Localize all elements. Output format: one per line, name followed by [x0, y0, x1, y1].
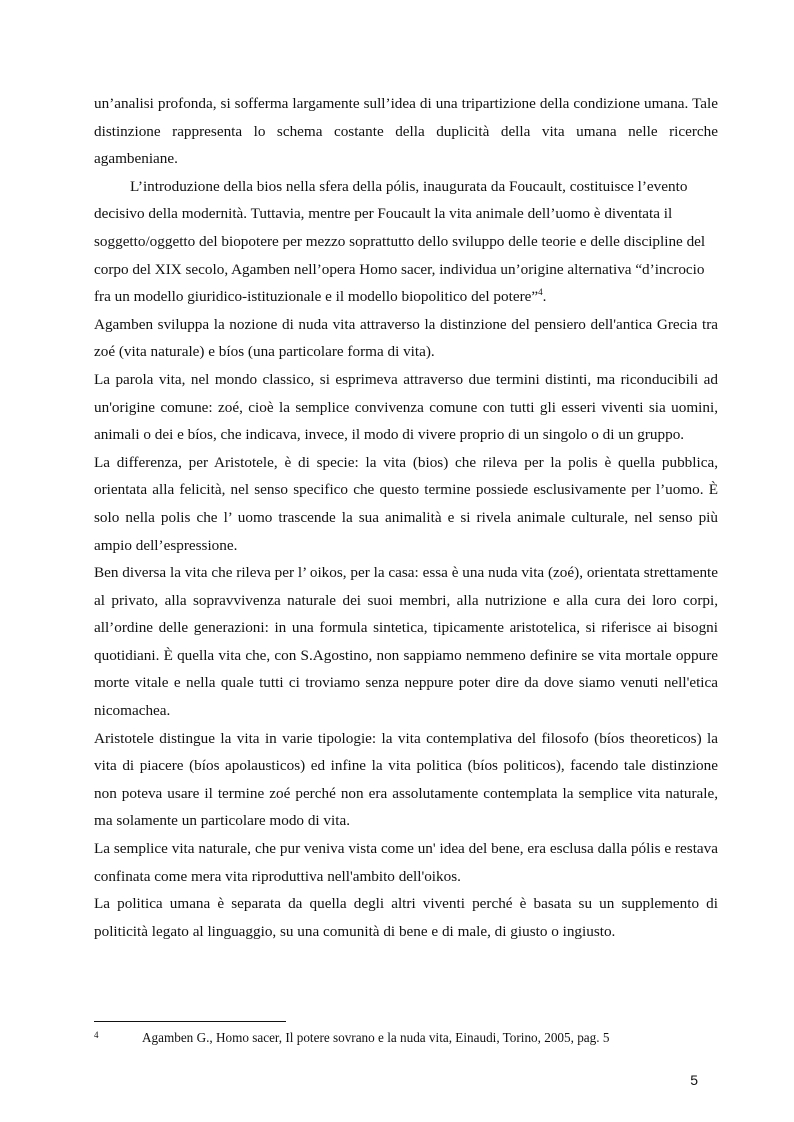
- paragraph-3: Agamben sviluppa la nozione di nuda vita attraverso la distinzione del pensiero dell'antica Grecia tra zoé (vita naturale) e bíos (una particolare forma di vita).: [94, 315, 718, 361]
- footnote: [94, 1028, 718, 1048]
- paragraph-2-text: L’introduzione della bios nella sfera della pólis, inaugurata da Foucault, costituisce l’evento decisivo della modernità. Tuttavia, mentre per Foucault la vita animale dell’uomo è diventata il soggetto/oggetto del biopotere per mezzo soprattutto dello sviluppo delle teorie e delle discipline del corpo del XIX secolo, Agamben nell’opera Homo sacer, individua un’origine alternativa “d’incrocio fra un modello giuridico-istituzionale e il modello biopolitico del potere”: [94, 177, 706, 306]
- paragraph-2: [94, 173, 718, 311]
- paragraph-4: La parola vita, nel mondo classico, si esprimeva attraverso due termini distinti, ma riconducibili ad un'origine comune: zoé, cioè la semplice convivenza comune con tutti gli esseri viventi sia uomini, animali o dei e bíos, che indicava, invece, il modo di vivere proprio di un singolo o di un gruppo.: [94, 370, 718, 444]
- footnote-number: 4: [94, 1030, 99, 1040]
- paragraph-1: un’analisi profonda, si sofferma largamente sull’idea di una tripartizione della condizione umana. Tale distinzione rappresenta lo schema costante della duplicità della vita umana nelle ricerche agambeniane.: [94, 95, 718, 168]
- paragraph-6: Ben diversa la vita che rileva per l’ oikos, per la casa: essa è una nuda vita (zoé), orientata strettamente al privato, alla sopravvivenza naturale dei suoi membri, alla nutrizione e alla cura dei loro corpi, all’ordine delle generazioni: in una formula sintetica, tipicamente aristotelica, si riferisce ai bisogni quotidiani. È quella vita che, con S.Agostino, non sappiamo nemmeno definire se vita mortale oppure morte vitale e nella quale tutti ci troviamo senza neppure poter dire da dove siamo venuti nell'etica nicomachea.: [94, 564, 718, 720]
- footnote-reference-4[interactable]: 4: [538, 287, 543, 298]
- footnote-text: Agamben G., Homo sacer, Il potere sovrano e la nuda vita, Einaudi, Torino, 2005, pag. 5: [142, 1030, 610, 1045]
- page-body: [94, 90, 718, 945]
- page-number: 5: [690, 1072, 698, 1088]
- paragraph-2-end: .: [542, 288, 547, 306]
- paragraph-9: La politica umana è separata da quella degli altri viventi perché è basata su un supplemento di politicità legato al linguaggio, su una comunità di bene e di male, di giusto o ingiusto.: [94, 895, 718, 940]
- paragraph-7: Aristotele distingue la vita in varie tipologie: la vita contemplativa del filosofo (bíos theoreticos) la vita di piacere (bíos apolausticos) ed infine la vita politica (bíos politicos), facendo tale distinzione non poteva usare il termine zoé perché non era assolutamente contemplata la semplice vita naturale, ma solamente un particolare modo di vita.: [94, 729, 718, 830]
- paragraph-5: La differenza, per Aristotele, è di specie: la vita (bios) che rileva per la polis è quella pubblica, orientata alla felicità, nel senso specifico che questo termine possiede esclusivamente per l’uomo. È solo nella polis che l’ uomo trascende la sua animalità e si rivela animale culturale, nel senso più ampio dell’espressione.: [94, 453, 718, 554]
- footnote-divider: [94, 1021, 286, 1022]
- paragraph-8: La semplice vita naturale, che pur veniva vista come un' idea del bene, era esclusa dalla pólis e restava confinata come mera vita riproduttiva nell'ambito dell'oikos.: [94, 840, 718, 885]
